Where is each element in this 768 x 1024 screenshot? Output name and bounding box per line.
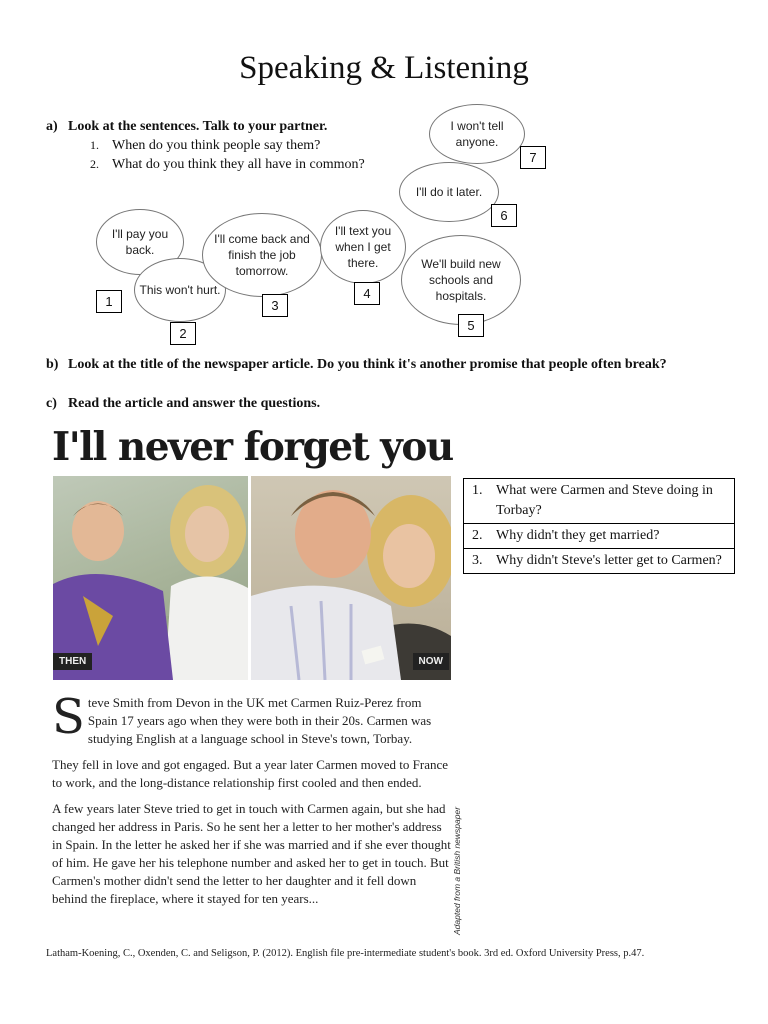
speech-bubble-2: This won't hurt. — [134, 258, 226, 322]
article-paragraph-2: They fell in love and got engaged. But a year later Carmen moved to France to work, and the long-distance relationship first cooled and then ended. — [52, 757, 448, 790]
citation: Latham-Koening, C., Oxenden, C. and Seligson, P. (2012). English file pre-intermediate student's book. 3rd ed. Oxford University Press, p.47. — [46, 948, 645, 959]
questions-box — [463, 478, 735, 574]
bubble-number-5: 5 — [458, 314, 484, 337]
question-3: 3. Why didn't Steve's letter get to Carmen? — [464, 548, 734, 573]
section-a-label: a) — [46, 119, 58, 134]
source-note: Adapted from a British newspaper — [452, 806, 462, 935]
speech-bubble-6: I'll do it later. — [399, 162, 499, 222]
article-body — [52, 689, 452, 908]
then-photo-illustration — [53, 476, 248, 680]
bubble-number-6: 6 — [491, 204, 517, 227]
speech-bubble-5: We'll build new schools and hospitals. — [401, 235, 521, 325]
now-photo-illustration — [251, 476, 451, 680]
drop-cap: S — [52, 689, 85, 745]
now-photo — [251, 476, 451, 680]
section-b-text: Look at the title of the newspaper article. Do you think it's another promise that people often break? — [68, 357, 667, 372]
speech-bubble-1: I'll pay you back. — [96, 209, 184, 275]
speech-bubble-3: I'll come back and finish the job tomorrow. — [202, 213, 322, 297]
section-a-instruction — [46, 119, 327, 135]
bubble-number-1: 1 — [96, 290, 122, 313]
section-a-text: Look at the sentences. Talk to your partner. — [68, 119, 328, 134]
section-c-label: c) — [46, 396, 57, 411]
now-tag: NOW — [413, 653, 449, 670]
then-tag: THEN — [53, 653, 92, 670]
speech-bubble-4: I'll text you when I get there. — [320, 210, 406, 284]
question-1: 1. What were Carmen and Steve doing in Torbay? — [472, 483, 713, 518]
bubble-number-7: 7 — [520, 146, 546, 169]
section-b-label: b) — [46, 357, 59, 372]
then-photo — [53, 476, 248, 680]
section-c-text: Read the article and answer the questions. — [68, 396, 321, 411]
section-c-instruction — [46, 396, 320, 412]
question-2: 2. Why didn't they get married? — [464, 523, 734, 548]
article-paragraph-3: A few years later Steve tried to get in touch with Carmen again, but she had changed her address in Paris. So he sent her a letter to her mother's address in Spain. In the letter he asked her if she was married and if she ever thought of him. He gave her his telephone number and asked her to get in touch. But Carmen's mother didn't send the letter to her daughter and it fell down behind the fireplace, where it stayed for ten years... — [52, 801, 451, 906]
section-a-item-2: 2. What do you think they all have in common? — [90, 157, 365, 172]
bubble-number-2: 2 — [170, 322, 196, 345]
article-paragraph-1: Steve Smith from Devon in the UK met Carmen Ruiz-Perez from Spain 17 years ago when they were both in their 20s. Carmen was studying English at a language school in Steve's town, Torbay. — [52, 689, 432, 746]
bubble-number-3: 3 — [262, 294, 288, 317]
section-a-item-1: 1. When do you think people say them? — [90, 138, 321, 153]
article-headline: I'll never forget you — [52, 424, 453, 470]
page-title: Speaking & Listening — [239, 50, 529, 86]
speech-bubble-7: I won't tell anyone. — [429, 104, 525, 164]
section-b-instruction — [46, 357, 746, 373]
bubble-number-4: 4 — [354, 282, 380, 305]
